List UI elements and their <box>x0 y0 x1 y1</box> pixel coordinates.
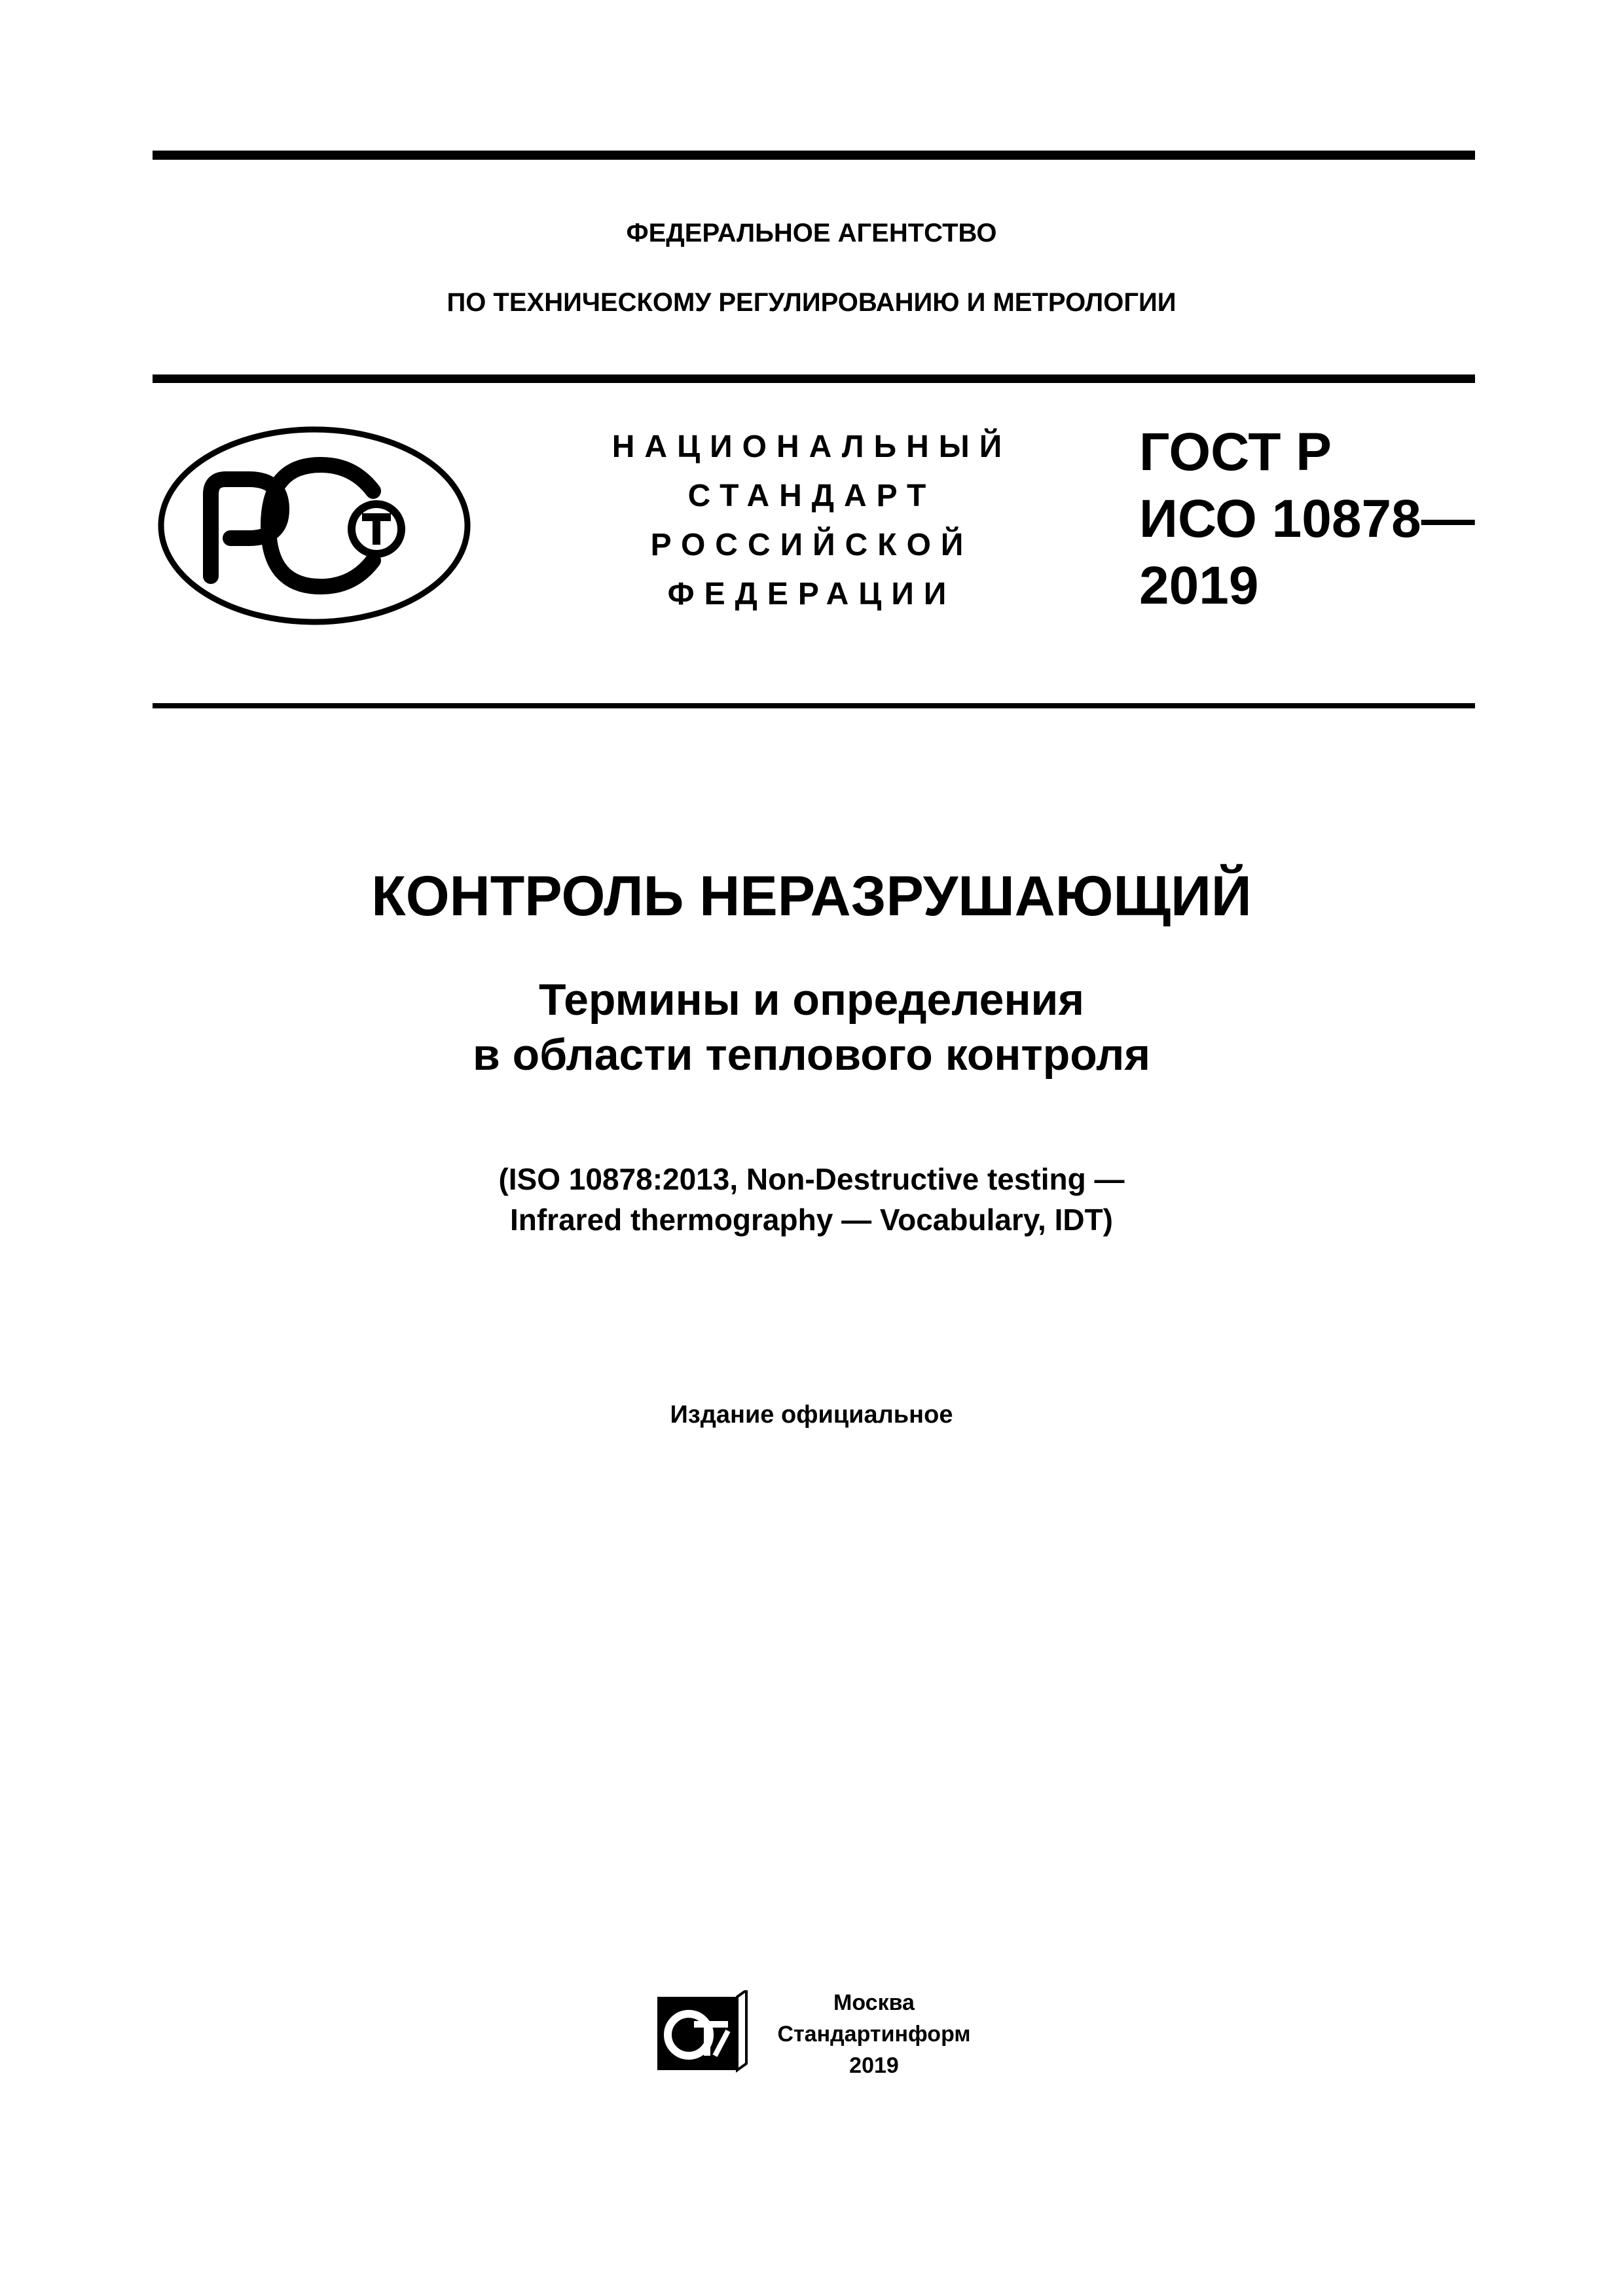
subtitle-line-2: в области теплового контроля <box>472 1030 1150 1080</box>
iso-reference-line-2: Infrared thermography — Vocabulary, IDT) <box>509 1203 1113 1237</box>
publisher-city: Москва <box>833 1990 915 2015</box>
top-rule <box>153 151 1475 160</box>
iso-reference <box>0 1159 1623 1240</box>
designation-line-3: 2019 <box>1139 556 1259 615</box>
designation-line-2: ИСО 10878— <box>1139 489 1475 549</box>
document-title: КОНТРОЛЬ НЕРАЗРУШАЮЩИЙ <box>371 865 1252 928</box>
publisher-name: Стандартинформ <box>777 2022 971 2047</box>
national-standard-line: СТАНДАРТ <box>687 479 936 513</box>
standard-designation <box>1139 419 1480 619</box>
edition-label: Издание официальное <box>670 1401 953 1429</box>
national-standard-line: РОССИЙСКОЙ <box>650 528 974 562</box>
agency-line-1: ФЕДЕРАЛЬНОЕ АГЕНТСТВО <box>626 219 997 247</box>
standartinform-logo-icon <box>655 1990 750 2075</box>
designation-line-1: ГОСТ Р <box>1139 422 1332 482</box>
national-standard-label <box>576 422 1048 619</box>
national-standard-line: НАЦИОНАЛЬНЫЙ <box>611 429 1012 464</box>
header-bottom-rule <box>153 703 1475 708</box>
publisher-block <box>773 1987 976 2081</box>
header-rule <box>153 374 1475 383</box>
publisher-year: 2019 <box>849 2053 899 2078</box>
document-subtitle <box>0 972 1623 1082</box>
subtitle-line-1: Термины и определения <box>538 975 1085 1025</box>
agency-line-2: ПО ТЕХНИЧЕСКОМУ РЕГУЛИРОВАНИЮ И МЕТРОЛОГИИ <box>447 288 1176 317</box>
iso-reference-line-1: (ISO 10878:2013, Non-Destructive testing — <box>498 1162 1125 1196</box>
rst-certification-logo-icon <box>157 426 471 626</box>
national-standard-line: ФЕДЕРАЦИИ <box>667 577 957 611</box>
